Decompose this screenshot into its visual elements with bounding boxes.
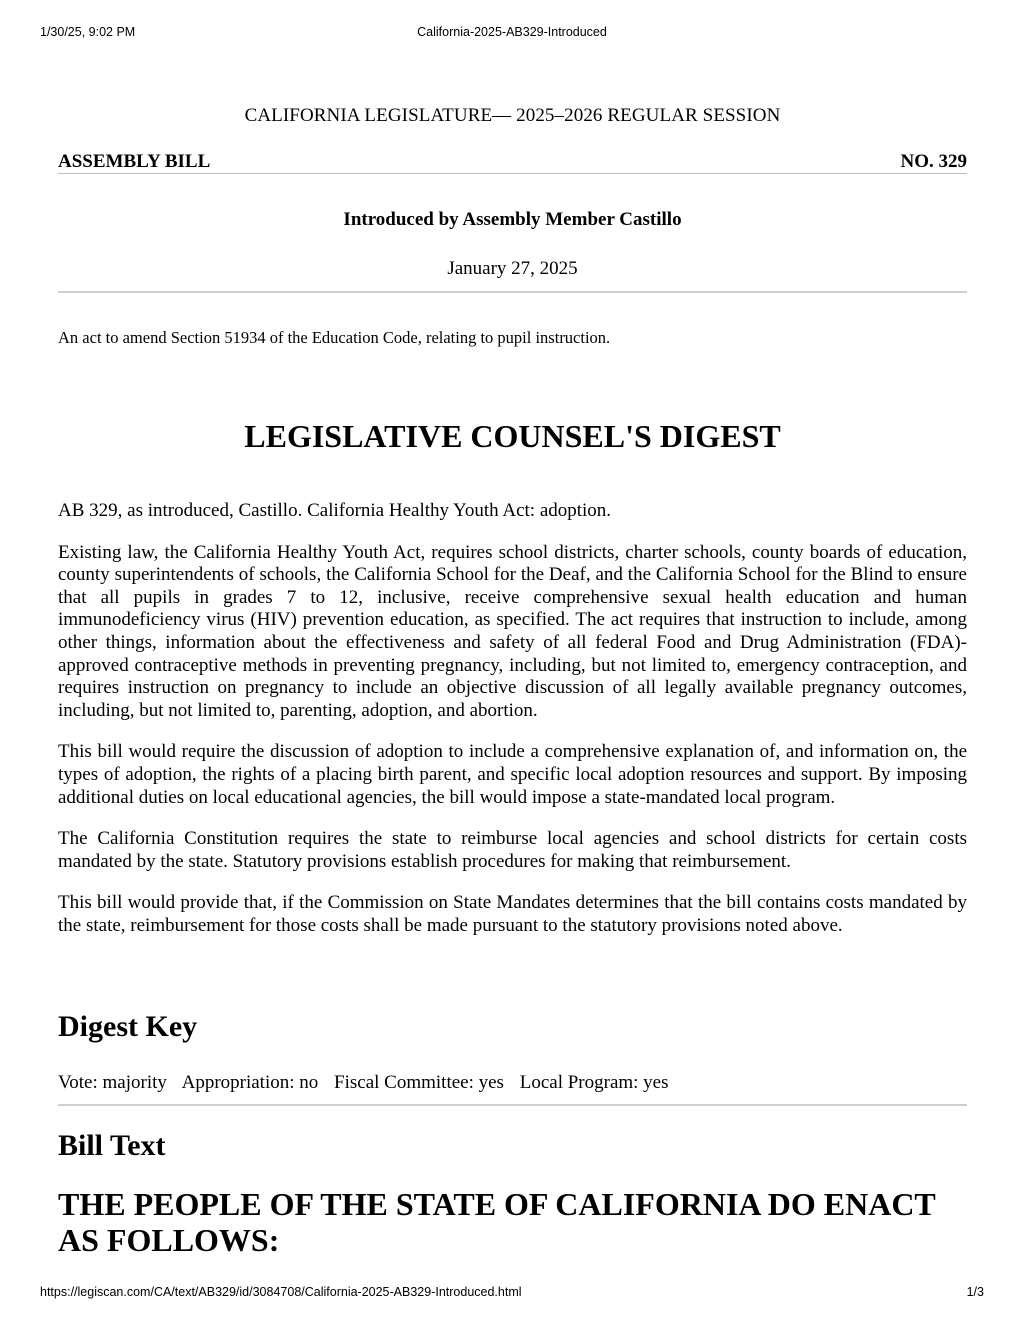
bill-identifier-row [58,151,967,174]
digest-key-fiscal-committee: Fiscal Committee: yes [334,1072,504,1093]
divider [58,1104,967,1106]
bill-number: NO. 329 [900,151,967,172]
page-url: https://legiscan.com/CA/text/AB329/id/3084708/California-2025-AB329-Introduced.html [40,1285,522,1299]
bill-text-heading: Bill Text [58,1129,166,1162]
page-number: 1/3 [966,1285,984,1299]
digest-summary: AB 329, as introduced, Castillo. California Healthy Youth Act: adoption. [58,500,612,521]
divider [58,291,967,293]
digest-body [58,500,967,957]
print-footer [40,1285,984,1301]
digest-paragraph: The California Constitution requires the state to reimburse local agencies and school districts for certain costs mandated by the state. Statutory provisions establish procedures for making that reimbursement. [58,828,967,872]
digest-paragraph: Existing law, the California Healthy Youth Act, requires school districts, charter schools, county boards of education, county superintendents of schools, the California School for the Deaf, and the California School for the Blind to ensure that all pupils in grades 7 to 12, inclusive, receive comprehensive sexual health education and human immunodeficiency virus (HIV) prevention education, as specified. The act requires that instruction to include, among other things, information about the effectiveness and safety of all federal Food and Drug Administration (FDA)-approved contraceptive methods in preventing pregnancy, including, but not limited to, emergency contraception, and requires instruction on pregnancy to include an objective discussion of all legally available pregnancy outcomes, including, but not limited to, parenting, adoption, and abortion. [58,541,967,721]
session-heading: CALIFORNIA LEGISLATURE— 2025–2026 REGULAR SESSION [244,105,781,126]
digest-paragraph: This bill would require the discussion of adoption to include a comprehensive explanation of, and information on, the types of adoption, the rights of a placing birth parent, and specific local adoption resources and support. By imposing additional duties on local educational agencies, the bill would impose a state-mandated local program. [58,741,967,808]
print-header [40,25,984,41]
digest-key-heading: Digest Key [58,1010,198,1043]
bill-type: ASSEMBLY BILL [58,151,211,172]
digest-key-vote: Vote: majority [58,1072,167,1093]
digest-paragraph: This bill would provide that, if the Commission on State Mandates determines that the bill contains costs mandated by the state, reimbursement for those costs shall be made pursuant to the statutory provisions noted above. [58,892,967,936]
print-doc-title: California-2025-AB329-Introduced [417,25,607,39]
digest-key-appropriation: Appropriation: no [181,1072,319,1093]
digest-key-row [58,1072,967,1094]
introduced-date: January 27, 2025 [447,258,578,279]
introduced-by: Introduced by Assembly Member Castillo [343,209,682,230]
enacting-clause: THE PEOPLE OF THE STATE OF CALIFORNIA DO ENACT AS FOLLOWS: [58,1186,936,1258]
act-title: An act to amend Section 51934 of the Education Code, relating to pupil instruction. [58,328,611,347]
digest-heading: LEGISLATIVE COUNSEL'S DIGEST [244,418,781,454]
digest-key-local-program: Local Program: yes [519,1072,669,1093]
print-datetime: 1/30/25, 9:02 PM [40,25,136,39]
